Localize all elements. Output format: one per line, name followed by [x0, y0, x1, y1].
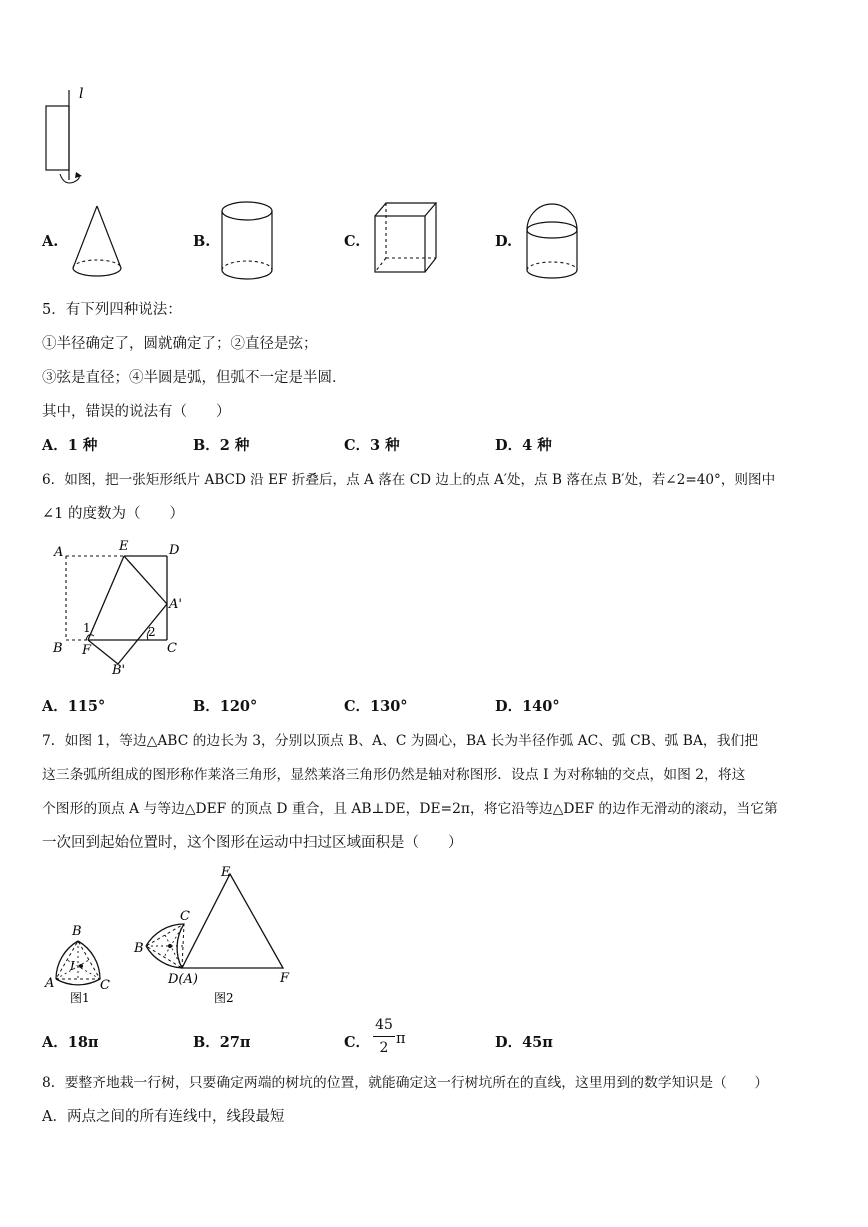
- reuleaux-figure-2: [130, 862, 300, 1012]
- q6-text-2: ∠1 的度数为（ ）: [42, 506, 184, 522]
- option-d-label: D.: [495, 233, 513, 250]
- fig1-label-a: A: [45, 976, 55, 991]
- line-l-label: l: [79, 86, 84, 102]
- fraction-bar: [373, 1036, 395, 1037]
- label-angle-1: 1: [83, 621, 91, 635]
- q5-question: 其中，错误的说法有（ ）: [42, 404, 231, 420]
- cylinder-hemisphere-icon: [522, 198, 584, 284]
- q8-text-1: 8．要整齐地栽一行树，只要确定两端的树坑的位置，就能确定这一行树坑所在的直线，这里用到的数学知识是（ ）: [42, 1075, 769, 1091]
- fig2-label-f: F: [280, 971, 290, 986]
- fig1-label-i: I: [70, 959, 75, 973]
- cuboid-icon: [370, 198, 440, 278]
- q6-option-a: A．115°: [42, 698, 106, 715]
- fig2-label-da: D(A): [168, 972, 198, 987]
- q7-text-3: 个图形的顶点 A 与等边△DEF 的顶点 D 重合，且 AB⊥DE，DE=2π，将它沿等边△DEF 的边作无滑动的滚动，当它第: [42, 801, 778, 817]
- fig1-label-c: C: [100, 978, 110, 993]
- q6-text-1: 6．如图，把一张矩形纸片 ABCD 沿 EF 折叠后，点 A 落在 CD 边上的点 A′处，点 B 落在点 B′处，若∠2=40°，则图中: [42, 472, 776, 488]
- q7-option-c-pi: π: [396, 1031, 406, 1047]
- fig2-caption: 图2: [214, 991, 234, 1005]
- q5-option-c: C．3 种: [344, 437, 400, 454]
- label-d: D: [169, 543, 180, 558]
- q5-statement-1: ①半径确定了，圆就确定了；②直径是弦；: [42, 336, 318, 352]
- fig2-label-e: E: [221, 865, 231, 880]
- rotation-figure: [36, 84, 96, 194]
- label-b-prime: B': [112, 663, 126, 676]
- q6-option-d: D．140°: [495, 698, 560, 715]
- fig2-label-b: B: [134, 941, 144, 956]
- q7-text-4: 一次回到起始位置时，这个图形在运动中扫过区域面积是（ ）: [42, 835, 463, 851]
- q7-text-2: 这三条弧所组成的图形称作莱洛三角形，显然莱洛三角形仍然是轴对称图形．设点 I 为对称轴的交点，如图 2，将这: [42, 767, 746, 783]
- q8-option-a: A．两点之间的所有连线中，线段最短: [42, 1109, 285, 1125]
- fig1-label-b: B: [72, 924, 82, 939]
- q7-option-d: D．45π: [495, 1034, 553, 1051]
- label-e: E: [119, 539, 129, 554]
- reuleaux-figure-1: [40, 915, 120, 1010]
- q5-option-a: A．1 种: [42, 437, 98, 454]
- q7-option-b: B．27π: [193, 1034, 251, 1051]
- fold-figure: [48, 536, 198, 676]
- label-a-prime: A': [169, 597, 182, 612]
- q7-text-1: 7．如图 1，等边△ABC 的边长为 3，分别以顶点 B、A、C 为圆心，BA 长为半径作弧 AC、弧 CB、弧 BA，我们把: [42, 733, 759, 749]
- q5-statement-2: ③弦是直径；④半圆是弧，但弧不一定是半圆．: [42, 370, 347, 386]
- option-c-label: C.: [344, 233, 361, 250]
- q7-option-c-numerator: 45: [375, 1017, 393, 1033]
- label-a: A: [54, 545, 64, 560]
- label-b: B: [53, 641, 63, 656]
- q5-option-d: D．4 种: [495, 437, 552, 454]
- option-b-label: B.: [193, 233, 211, 250]
- label-f: F: [82, 643, 92, 658]
- q5-title: 5．有下列四种说法：: [42, 302, 182, 318]
- q6-option-c: C．130°: [344, 698, 408, 715]
- q6-option-b: B．120°: [193, 698, 258, 715]
- label-angle-2: 2: [148, 625, 156, 639]
- q7-option-c-letter: C．: [344, 1034, 371, 1051]
- label-c: C: [167, 641, 177, 656]
- cylinder-icon: [218, 198, 278, 282]
- option-a-label: A.: [42, 233, 59, 250]
- cone-icon: [68, 200, 128, 280]
- fig1-caption: 图1: [70, 991, 90, 1005]
- fig2-label-c: C: [180, 909, 190, 924]
- q7-option-a: A．18π: [42, 1034, 99, 1051]
- q5-option-b: B．2 种: [193, 437, 250, 454]
- q7-option-c-denominator: 2: [379, 1040, 389, 1056]
